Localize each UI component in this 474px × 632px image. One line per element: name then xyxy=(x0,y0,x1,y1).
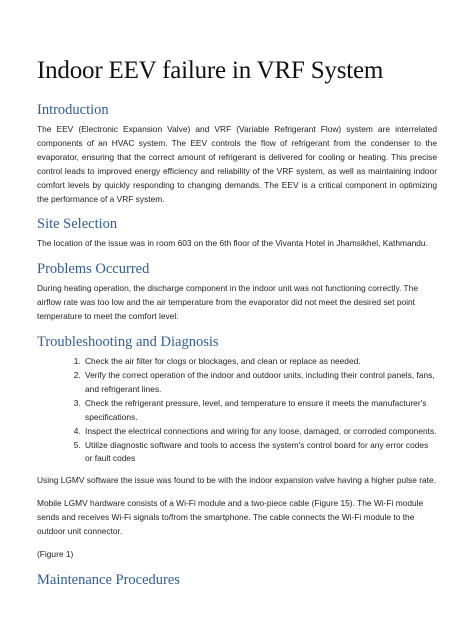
figure-reference: (Figure 1) xyxy=(37,548,74,559)
list-item: 3. Check the refrigerant pressure, level, and temperature to ensure it meets the manufacturer's specifications. xyxy=(83,397,437,425)
document-title: Indoor EEV failure in VRF System xyxy=(37,57,384,84)
lgmv-finding-paragraph: Using LGMV software the issue was found to be with the indoor expansion valve having a higher pulse rate. xyxy=(37,475,436,486)
list-item: 2. Verify the correct operation of the indoor and outdoor units, including their control panels, fans, and refrigerant lines. xyxy=(83,369,437,397)
introduction-paragraph: The EEV (Electronic Expansion Valve) and VRF (Variable Refrigerant Flow) system are interrelated components of an HVAC system. The EEV controls the flow of refrigerant from the condenser to the evaporator, ensuring that the correct amount of refrigerant is delivered for cooling or heating. This precise control leads to improved energy efficiency and reliability of the VRF system, as well as maintaining indoor comfort levels by quickly responding to changing demands. The EEV is a critical component in optimizing the performance of a VRF system. xyxy=(37,124,437,204)
maintenance-heading: Maintenance Procedures xyxy=(37,571,180,588)
list-item: 1. Check the air filter for clogs or blockages, and clean or replace as needed. xyxy=(83,355,437,369)
site-selection-paragraph: The location of the issue was in room 603 on the 6th floor of the Vivanta Hotel in Jhamsikhel, Kathmandu. xyxy=(37,238,428,249)
troubleshooting-steps-list xyxy=(37,355,437,466)
list-item: 5. Utilize diagnostic software and tools to access the system's control board for any error codes or fault codes xyxy=(83,439,437,467)
introduction-heading: Introduction xyxy=(37,102,109,118)
problems-paragraph: During heating operation, the discharge component in the indoor unit was not functioning correctly. The airflow rate was too low and the air temperature from the evaporator did not meet the desired set point temperature to meet the comfort level. xyxy=(37,283,418,322)
problems-heading: Problems Occurred xyxy=(37,261,150,278)
lgmv-hardware-paragraph: Mobile LGMV hardware consists of a Wi-Fi module and a two-piece cable (Figure 15). The Wi-Fi module sends and receives Wi-Fi signals to/from the smartphone. The cable connects the Wi-Fi module to the outdoor unit connector. xyxy=(37,498,424,537)
list-item: 4. Inspect the electrical connections and wiring for any loose, damaged, or corroded components. xyxy=(83,425,437,439)
troubleshooting-heading: Troubleshooting and Diagnosis xyxy=(37,334,219,351)
site-selection-heading: Site Selection xyxy=(37,216,118,233)
